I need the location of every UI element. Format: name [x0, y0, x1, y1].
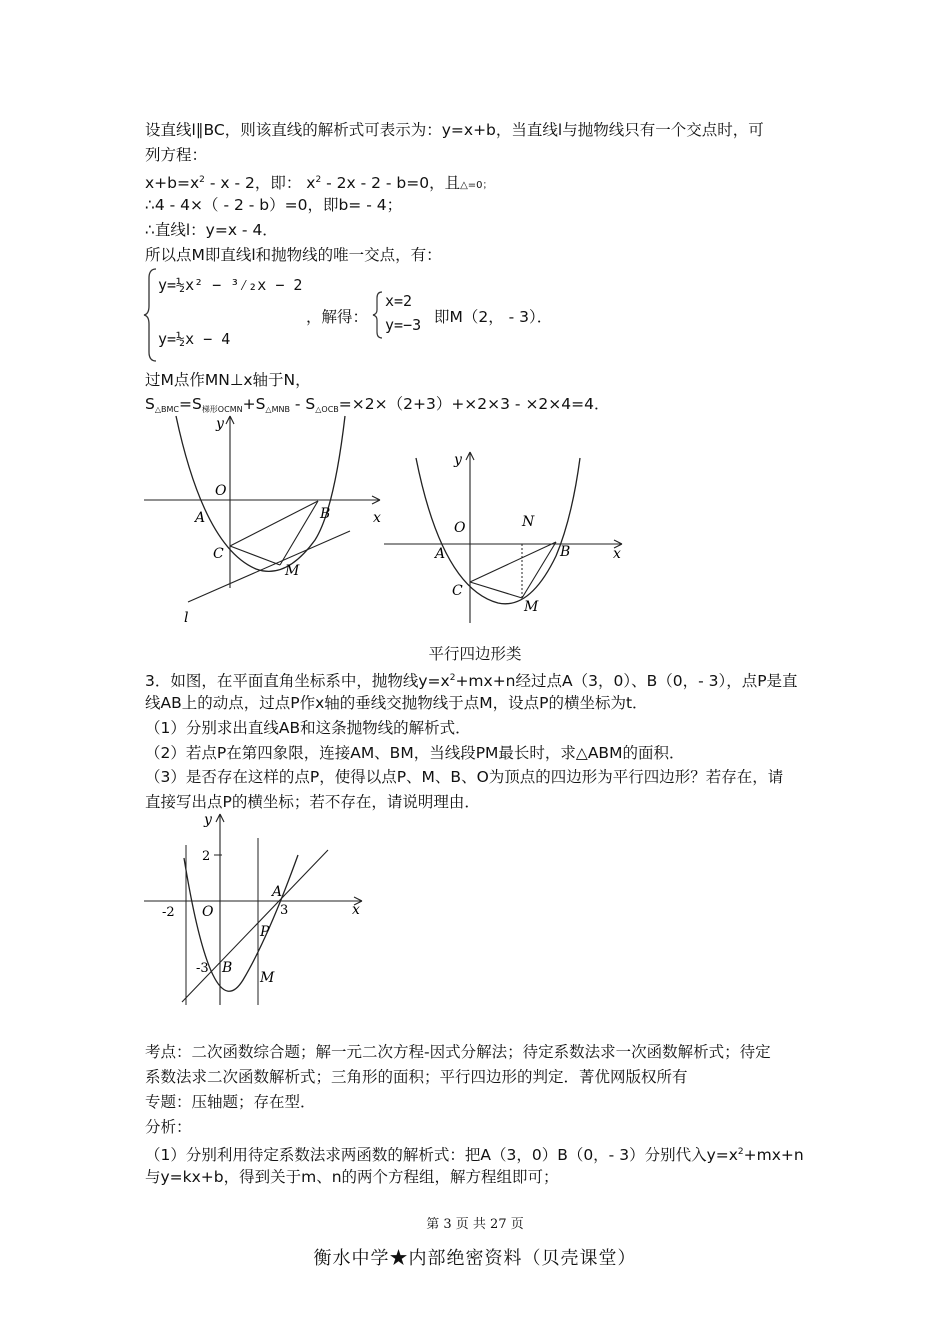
parabola	[176, 416, 345, 571]
label-y: y	[216, 416, 224, 432]
label-m: M	[285, 563, 300, 579]
label-n: N	[522, 514, 535, 530]
label-p: P	[260, 924, 270, 940]
label-o: O	[202, 904, 214, 920]
text-solve-label: ，解得：	[306, 308, 369, 326]
text-line: 过M点作MN⊥x轴于N，	[145, 371, 311, 389]
brace-icon	[143, 266, 159, 364]
text-line: $x+b=x^2 - x - 2$，即： $x^2 - 2x - 2 - b=0$，且△=0；	[145, 174, 493, 192]
line-ab	[182, 850, 328, 1002]
parabola	[416, 458, 580, 604]
label-b: B	[560, 544, 571, 560]
equation-row: y=½x² − ³⁄₂x − 2	[158, 276, 303, 294]
text-line: 3．如图，在平面直角坐标系中，抛物线$y=x^2+mx+n$经过点A（3，0）、B（0，- 3），点P是直	[145, 672, 798, 690]
brace-icon	[372, 290, 384, 340]
section-title: 平行四边形类	[428, 645, 522, 663]
text-line: $S_{\triangle BMC}=S_{梯形OCMN}+S_{\triangle MNB} - S_{\triangle OCB}=\times 2\times(2+3)+\times 2\times 3 - \times 2\times 4=4$．	[145, 395, 610, 414]
figure-1	[140, 412, 390, 630]
text-solution: 即M（2， - 3）．	[434, 308, 553, 326]
tick-label-neg3: -3	[196, 961, 209, 976]
footer-banner: 衡水中学★内部绝密资料（贝壳课堂）	[313, 1248, 637, 1269]
line-l	[188, 531, 350, 602]
label-y: y	[204, 812, 212, 828]
label-a: A	[435, 546, 446, 562]
label-l: l	[184, 610, 189, 626]
text-line: （1）分别利用待定系数法求两函数的解析式：把A（3，0）B（0，- 3）分别代入$y=x^2+mx+n$	[145, 1146, 804, 1164]
figure-2	[380, 448, 630, 628]
label-c: C	[452, 583, 463, 599]
text-line: （1）分别求出直线AB和这条抛物线的解析式．	[145, 719, 471, 737]
tick-label-3: 3	[280, 903, 289, 918]
label-y: y	[454, 452, 462, 468]
tick-label-2: 2	[202, 849, 211, 864]
label-b: B	[222, 960, 233, 976]
label-x: x	[352, 902, 360, 918]
text-line: 所以点M即直线l和抛物线的唯一交点，有：	[145, 246, 442, 264]
page-number: 第 3 页 共 27 页	[426, 1217, 524, 1232]
label-o: O	[454, 520, 466, 536]
text-line: 直接写出点P的横坐标；若不存在，请说明理由．	[145, 793, 480, 811]
equation-row: x=2	[385, 292, 413, 310]
label-m: M	[260, 970, 275, 986]
figure-3	[140, 810, 370, 1010]
text-line: 系数法求二次函数解析式；三角形的面积；平行四边形的判定．菁优网版权所有	[145, 1068, 688, 1086]
equation-system-2	[372, 290, 442, 340]
text-line: 设直线l∥BC，则该直线的解析式可表示为：y=x+b，当直线l与抛物线只有一个交点时，可	[145, 121, 764, 139]
text-line: （2）若点P在第四象限，连接AM、BM，当线段PM最长时，求△ABM的面积．	[145, 744, 685, 762]
label-o: O	[215, 483, 227, 499]
equation-row: y=½x − 4	[158, 330, 231, 348]
label-a: A	[272, 884, 283, 900]
label-m: M	[524, 599, 539, 615]
segment-cm	[470, 582, 522, 598]
label-x: x	[613, 546, 621, 562]
segment-cb	[470, 542, 556, 582]
text-line: 列方程：	[145, 146, 208, 164]
equation-system-1	[143, 266, 303, 364]
text-line: 与y=kx+b，得到关于m、n的两个方程组，解方程组即可；	[145, 1168, 559, 1186]
text-line: ∴直线l：y=x - 4．	[145, 221, 278, 239]
label-x: x	[373, 510, 381, 526]
text-line: ∴4 - 4×（ - 2 - b）=0，即b= - 4；	[145, 196, 403, 214]
label-c: C	[213, 546, 224, 562]
text-line: （3）是否存在这样的点P，使得以点P、M、B、O为顶点的四边形为平行四边形？若存在，请	[145, 768, 784, 786]
segment-cm	[230, 546, 280, 565]
text-line: 考点：二次函数综合题；解一元二次方程-因式分解法；待定系数法求一次函数解析式；待定	[145, 1043, 771, 1061]
label-a: A	[195, 510, 206, 526]
text-line: 线AB上的动点，过点P作x轴的垂线交抛物线于点M，设点P的横坐标为t．	[145, 694, 648, 712]
equation-row: y=−3	[385, 316, 422, 334]
label-b: B	[320, 506, 331, 522]
text-line: 分析：	[145, 1118, 192, 1136]
text-line: 专题：压轴题；存在型．	[145, 1093, 316, 1111]
tick-label-neg2: -2	[162, 905, 175, 920]
